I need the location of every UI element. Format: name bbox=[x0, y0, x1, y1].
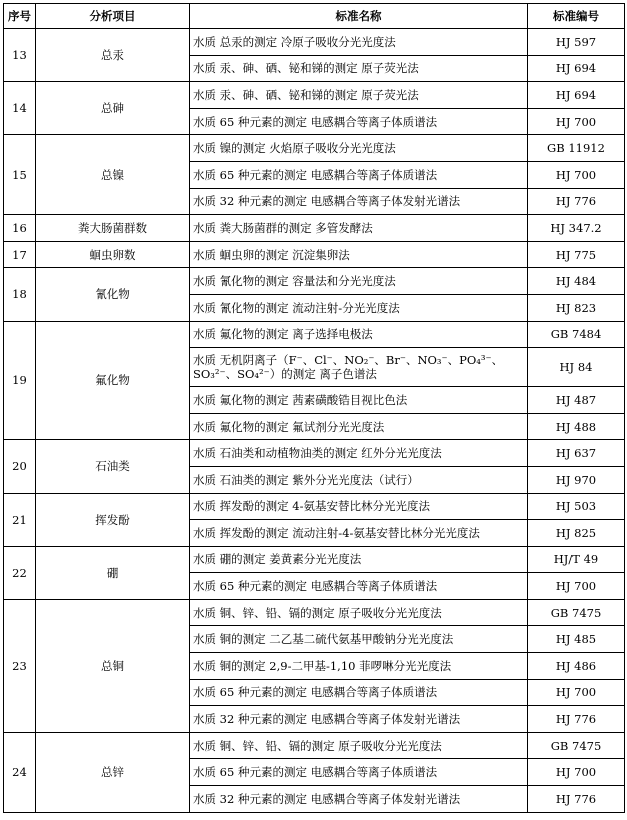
standard-name-cell: 水质 氟化物的测定 茜素磺酸锆目视比色法 bbox=[190, 387, 528, 414]
analysis-item-cell: 蛔虫卵数 bbox=[36, 241, 190, 268]
standard-code-cell: HJ 486 bbox=[528, 653, 625, 680]
analysis-item-cell: 总砷 bbox=[36, 82, 190, 135]
standard-name-cell: 水质 32 种元素的测定 电感耦合等离子体发射光谱法 bbox=[190, 706, 528, 733]
standard-code-cell: HJ 970 bbox=[528, 466, 625, 493]
standard-code-cell: HJ 694 bbox=[528, 55, 625, 82]
analysis-item-cell: 总汞 bbox=[36, 29, 190, 82]
serial-number-cell: 15 bbox=[4, 135, 36, 215]
standard-name-cell: 水质 汞、砷、硒、铋和锑的测定 原子荧光法 bbox=[190, 55, 528, 82]
standard-code-cell: HJ 694 bbox=[528, 82, 625, 109]
serial-number-cell: 13 bbox=[4, 29, 36, 82]
standard-code-cell: HJ 484 bbox=[528, 268, 625, 295]
standard-name-cell: 水质 32 种元素的测定 电感耦合等离子体发射光谱法 bbox=[190, 786, 528, 813]
standard-code-cell: HJ 700 bbox=[528, 108, 625, 135]
table-row bbox=[4, 493, 625, 520]
standard-name-cell: 水质 总汞的测定 冷原子吸收分光光度法 bbox=[190, 29, 528, 56]
standard-name-cell: 水质 65 种元素的测定 电感耦合等离子体质谱法 bbox=[190, 759, 528, 786]
serial-number-cell: 18 bbox=[4, 268, 36, 321]
standard-code-cell: HJ 825 bbox=[528, 520, 625, 547]
standard-code-cell: HJ 775 bbox=[528, 241, 625, 268]
table-header bbox=[4, 4, 625, 29]
header-no: 序号 bbox=[4, 4, 36, 29]
standard-code-cell: GB 7475 bbox=[528, 732, 625, 759]
standards-table bbox=[3, 3, 625, 813]
table-row bbox=[4, 29, 625, 56]
analysis-item-cell: 氰化物 bbox=[36, 268, 190, 321]
standard-code-cell: GB 11912 bbox=[528, 135, 625, 162]
standard-name-cell: 水质 32 种元素的测定 电感耦合等离子体发射光谱法 bbox=[190, 188, 528, 215]
standard-code-cell: GB 7475 bbox=[528, 599, 625, 626]
table-row bbox=[4, 440, 625, 467]
analysis-item-cell: 硼 bbox=[36, 546, 190, 599]
table-row bbox=[4, 546, 625, 573]
table-row bbox=[4, 82, 625, 109]
standard-name-cell: 水质 铜、锌、铅、镉的测定 原子吸收分光光度法 bbox=[190, 599, 528, 626]
standard-name-cell: 水质 粪大肠菌群的测定 多管发酵法 bbox=[190, 215, 528, 242]
table-row bbox=[4, 321, 625, 348]
standard-name-cell: 水质 65 种元素的测定 电感耦合等离子体质谱法 bbox=[190, 108, 528, 135]
serial-number-cell: 16 bbox=[4, 215, 36, 242]
standard-name-cell: 水质 铜的测定 二乙基二硫代氨基甲酸钠分光光度法 bbox=[190, 626, 528, 653]
standard-code-cell: HJ 84 bbox=[528, 348, 625, 387]
standard-code-cell: HJ 700 bbox=[528, 679, 625, 706]
standard-name-cell: 水质 蛔虫卵的测定 沉淀集卵法 bbox=[190, 241, 528, 268]
standard-code-cell: HJ 776 bbox=[528, 786, 625, 813]
analysis-item-cell: 氟化物 bbox=[36, 321, 190, 440]
standard-code-cell: GB 7484 bbox=[528, 321, 625, 348]
standard-code-cell: HJ 485 bbox=[528, 626, 625, 653]
analysis-item-cell: 总锌 bbox=[36, 732, 190, 812]
standard-name-cell: 水质 铜的测定 2,9-二甲基-1,10 菲啰啉分光光度法 bbox=[190, 653, 528, 680]
standard-name-cell: 水质 氰化物的测定 流动注射-分光光度法 bbox=[190, 294, 528, 321]
header-code: 标准编号 bbox=[528, 4, 625, 29]
standard-name-cell: 水质 挥发酚的测定 4-氨基安替比林分光光度法 bbox=[190, 493, 528, 520]
table-row bbox=[4, 215, 625, 242]
analysis-item-cell: 石油类 bbox=[36, 440, 190, 493]
standard-name-cell: 水质 65 种元素的测定 电感耦合等离子体质谱法 bbox=[190, 573, 528, 600]
header-item: 分析项目 bbox=[36, 4, 190, 29]
standard-name-cell: 水质 硼的测定 姜黄素分光光度法 bbox=[190, 546, 528, 573]
serial-number-cell: 14 bbox=[4, 82, 36, 135]
standard-name-cell: 水质 65 种元素的测定 电感耦合等离子体质谱法 bbox=[190, 679, 528, 706]
standard-code-cell: HJ 503 bbox=[528, 493, 625, 520]
standard-code-cell: HJ 597 bbox=[528, 29, 625, 56]
standard-code-cell: HJ 347.2 bbox=[528, 215, 625, 242]
table-row bbox=[4, 268, 625, 295]
standard-name-cell: 水质 氟化物的测定 氟试剂分光光度法 bbox=[190, 413, 528, 440]
standard-code-cell: HJ 776 bbox=[528, 706, 625, 733]
standard-name-cell: 水质 氟化物的测定 离子选择电极法 bbox=[190, 321, 528, 348]
serial-number-cell: 23 bbox=[4, 599, 36, 732]
standard-code-cell: HJ 700 bbox=[528, 161, 625, 188]
analysis-item-cell: 挥发酚 bbox=[36, 493, 190, 546]
serial-number-cell: 20 bbox=[4, 440, 36, 493]
standard-name-cell: 水质 挥发酚的测定 流动注射-4-氨基安替比林分光光度法 bbox=[190, 520, 528, 547]
standard-name-cell: 水质 石油类的测定 紫外分光光度法（试行） bbox=[190, 466, 528, 493]
standard-code-cell: HJ 487 bbox=[528, 387, 625, 414]
standard-code-cell: HJ/T 49 bbox=[528, 546, 625, 573]
standard-name-cell: 水质 镍的测定 火焰原子吸收分光光度法 bbox=[190, 135, 528, 162]
standard-name-cell: 水质 石油类和动植物油类的测定 红外分光光度法 bbox=[190, 440, 528, 467]
header-row bbox=[4, 4, 625, 29]
analysis-item-cell: 总铜 bbox=[36, 599, 190, 732]
header-name: 标准名称 bbox=[190, 4, 528, 29]
table-row bbox=[4, 135, 625, 162]
standard-name-cell: 水质 汞、砷、硒、铋和锑的测定 原子荧光法 bbox=[190, 82, 528, 109]
standard-code-cell: HJ 823 bbox=[528, 294, 625, 321]
standard-name-cell: 水质 氰化物的测定 容量法和分光光度法 bbox=[190, 268, 528, 295]
analysis-item-cell: 总镍 bbox=[36, 135, 190, 215]
table-row bbox=[4, 599, 625, 626]
standard-name-cell: 水质 65 种元素的测定 电感耦合等离子体质谱法 bbox=[190, 161, 528, 188]
table-body bbox=[4, 29, 625, 813]
analysis-item-cell: 粪大肠菌群数 bbox=[36, 215, 190, 242]
serial-number-cell: 19 bbox=[4, 321, 36, 440]
table-row bbox=[4, 241, 625, 268]
serial-number-cell: 21 bbox=[4, 493, 36, 546]
serial-number-cell: 24 bbox=[4, 732, 36, 812]
standard-code-cell: HJ 700 bbox=[528, 759, 625, 786]
standard-code-cell: HJ 700 bbox=[528, 573, 625, 600]
standard-name-cell: 水质 无机阴离子（F⁻、Cl⁻、NO₂⁻、Br⁻、NO₃⁻、PO₄³⁻、SO₃²⁻、SO₄²⁻）的测定 离子色谱法 bbox=[190, 348, 528, 387]
serial-number-cell: 17 bbox=[4, 241, 36, 268]
standard-code-cell: HJ 637 bbox=[528, 440, 625, 467]
table-row bbox=[4, 732, 625, 759]
standard-code-cell: HJ 488 bbox=[528, 413, 625, 440]
standard-code-cell: HJ 776 bbox=[528, 188, 625, 215]
standard-name-cell: 水质 铜、锌、铅、镉的测定 原子吸收分光光度法 bbox=[190, 732, 528, 759]
serial-number-cell: 22 bbox=[4, 546, 36, 599]
